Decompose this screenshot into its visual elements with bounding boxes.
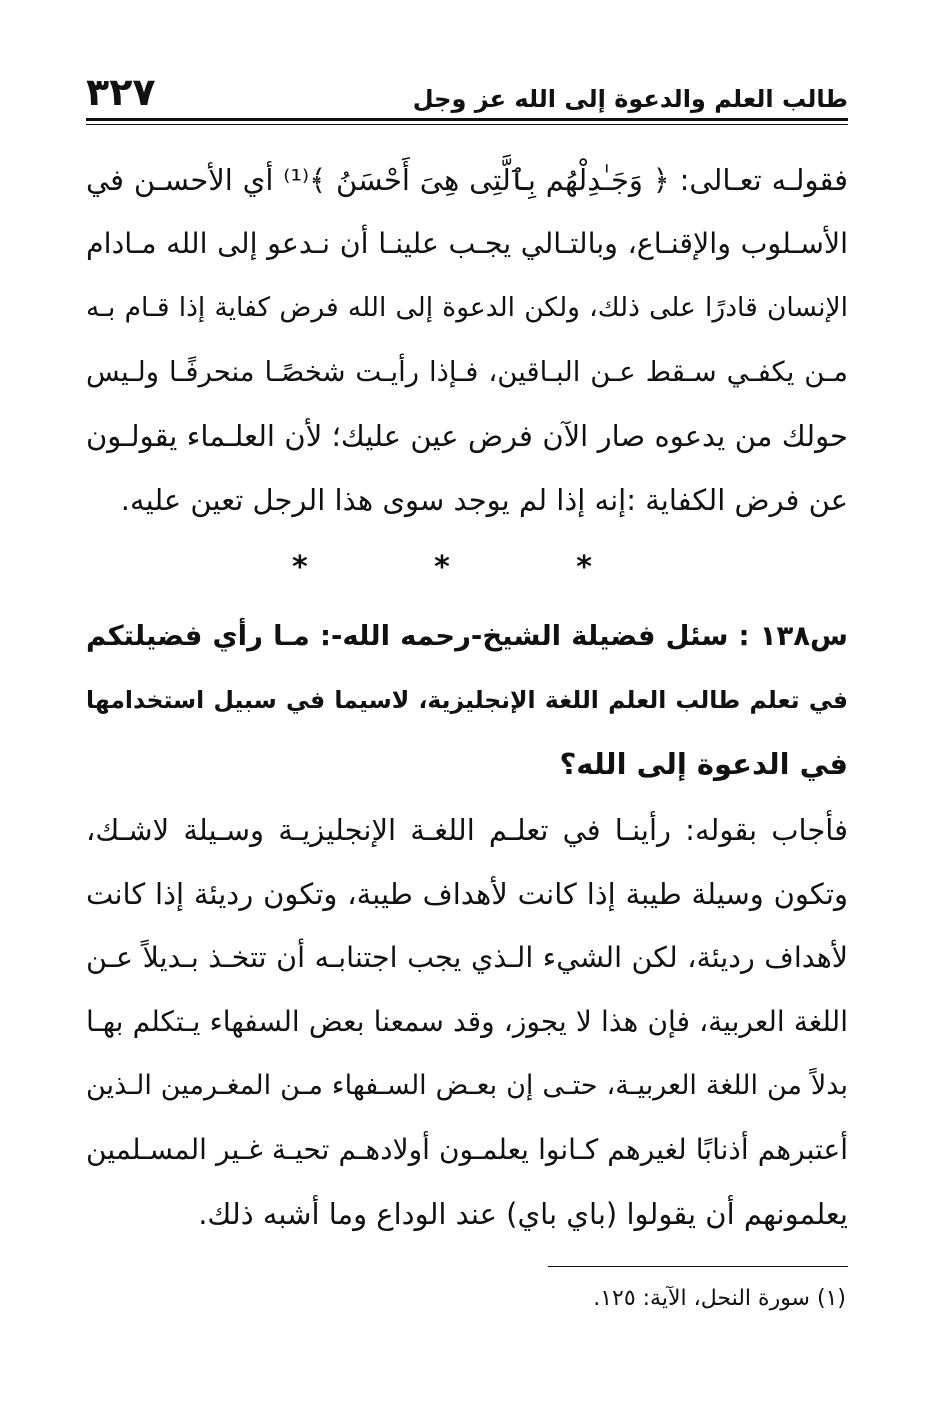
answer-line: أعتبرهم أذنابًا لغيرهم كـانوا يعلمـون أولادهـم تحيـة غـير المسـلمين — [86, 1133, 848, 1166]
footnote: (١) سورة النحل، الآية: ١٢٥. — [593, 1286, 846, 1311]
answer-line: اللغة العربية، فإن هذا لا يجوز، وقد سمعنا بعض السفهاء يـتكلم بهـا — [86, 1005, 848, 1038]
paragraph-line: مـن يكفـي سـقط عـن البـاقين، فـإذا رأيـت شخصًـا منحرفًـا ولـيس — [86, 356, 848, 388]
answer-line: يعلمونهم أن يقولوا (باي باي) عند الوداع وما أشبه ذلك. — [198, 1197, 848, 1231]
paragraph-1 — [86, 148, 848, 532]
page-number: ٣٢٧ — [86, 70, 156, 114]
answer-line: فأجاب بقوله: رأينـا في تعلـم اللغـة الإنجليزيـة وسـيلة لاشـك، — [86, 813, 848, 847]
answer-line: بدلاً من اللغة العربيـة، حتـى إن بعـض السـفهاء مـن المغـرمين الـذين — [86, 1070, 848, 1101]
question-line: س١٣٨ : سئل فضيلة الشيخ-رحمه الله-: مـا رأي فضيلتكم — [86, 620, 848, 652]
question-line: في تعلم طالب العلم اللغة الإنجليزية، لاسيما في سبيل استخدامها — [86, 686, 848, 714]
running-title: طالب العلم والدعوة إلى الله عز وجل — [412, 85, 848, 113]
paragraph-line: عن فرض الكفاية :إنه إذا لم يوجد سوى هذا الرجل تعين عليه. — [120, 483, 848, 517]
question-line: في الدعوة إلى الله؟ — [559, 747, 848, 781]
paragraph-line: الأسـلوب والإقنـاع، وبالتـالي يجـب علينـا أن نـدعو إلى الله مـادام — [86, 227, 848, 260]
paragraph-line: حولك من يدعوه صار الآن فرض عين عليك؛ لأن العلـماء يقولـون — [86, 419, 848, 453]
section-separator: * * * — [292, 550, 650, 585]
header-rule — [86, 118, 848, 121]
paragraph-line: فقولـه تعـالى: ﴿ وَجَـٰدِلْهُم بِٱلَّتِى هِىَ أَحْسَنُ ﴾⁽¹⁾ أي الأحسـن في — [86, 163, 848, 197]
footnote-rule — [548, 1266, 848, 1267]
header-rule-thin — [86, 124, 848, 125]
answer-line: لأهداف رديئة، لكن الشيء الـذي يجب اجتنابـه أن تتخـذ بـديلاً عـن — [86, 941, 848, 974]
paragraph-line: الإنسان قادرًا على ذلك، ولكن الدعوة إلى الله فرض كفاية إذا قـام بـه — [86, 292, 848, 323]
answer-block — [86, 798, 848, 1246]
page-header — [86, 66, 848, 116]
question-block — [86, 604, 848, 796]
answer-line: وتكون وسيلة طيبة إذا كانت لأهداف طيبة، وتكون رديئة إذا كانت — [86, 877, 848, 911]
